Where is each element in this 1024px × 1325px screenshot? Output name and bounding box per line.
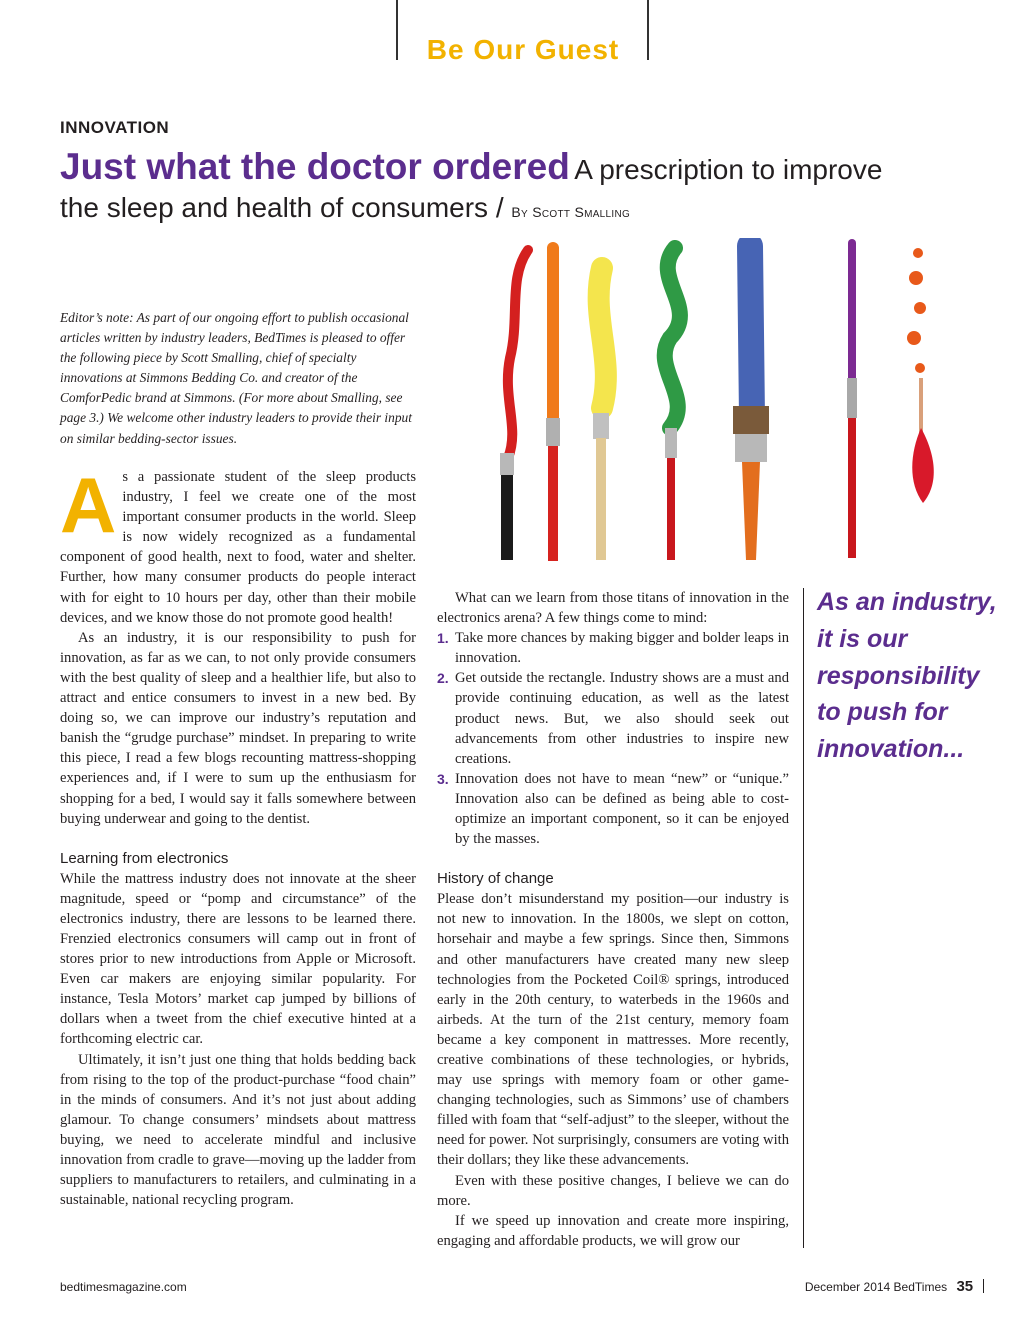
subhead-history-of-change: History of change: [437, 870, 554, 888]
header-divider-left: [396, 0, 398, 60]
body-paragraph: s a passionate student of the sleep products industry, I feel we create one of the most important consumer products in the world. Sleep is now widely recognized as a fundamental component of good health, next to food, water and shelter. Further, how many consumer products do people interact with for eight to 10 hours per day, other than their mobile devices, and we know those do not promote good health!: [60, 469, 416, 626]
list-number: 1.: [437, 630, 449, 647]
drop-cap: A: [60, 461, 117, 549]
list-item: [437, 668, 789, 768]
section-banner: Be Our Guest: [426, 34, 620, 65]
list-number: 3.: [437, 770, 449, 787]
body-column-1: [60, 461, 416, 1210]
headline-line-1: [60, 146, 882, 188]
lessons-list: [437, 628, 789, 849]
deck-part-2: the sleep and health of consumers /: [60, 192, 504, 223]
paintbrushes-icon: [500, 243, 934, 561]
body-paragraph: What can we learn from those titans of innovation in the electronics arena? A few things come to mind:: [437, 590, 789, 627]
body-paragraph: As an industry, it is our responsibility to push for innovation, as far as we can, to not only provide consumers with the best quality of sleep and a healthier life, but also to attract and entice consumers to invest in a new bed. By doing so, we can improve our industry’s reputation and banish the “grudge purchase” mindset. In preparing to write this piece, I read a few blogs recounting mattress-shopping experiences and, if I were to sum up the enthusiasm for shopping for a bed, I would say it falls somewhere between buying underwear and going to the dentist.: [60, 629, 416, 827]
body-paragraph: While the mattress industry does not innovate at the sheer magnitude, speed or “pomp and circumstance” of the electronics industry, there are lessons to be learned there. Frenzied electronics consumers will camp out in front of stores prior to new introductions from Apple or Microsoft. Even car makers are enjoying similar popularity. For instance, Tesla Motors’ market cap jumped by billions of dollars when a tweet from the chief executive hinted at a forthcoming electric car.: [60, 870, 416, 1048]
list-text: Take more chances by making bigger and bolder leaps in innovation.: [455, 630, 789, 667]
subhead-learning-from-electronics: Learning from electronics: [60, 849, 229, 867]
deck-part-1: A prescription to improve: [574, 154, 883, 185]
header-divider-right: [647, 0, 649, 60]
body-paragraph: Ultimately, it isn’t just one thing that holds bedding back from rising to the top of the product-purchase “food chain” in the minds of consumers. And it’s not just about adding glamour. To change consumers’ mindsets about mattress buying, we need to accelerate mindful and inclusive innovation from cradle to grave—moving up the ladder from suppliers to manufacturers to retailers, and culminating in a sustainable, national recycling program.: [60, 1051, 416, 1209]
body-paragraph: Please don’t misunderstand my position—our industry is not new to innovation. In the 1800s, we slept on cotton, horsehair and maybe a few springs. Since then, Simmons and other manufacturers have created many new sleep technologies from the Pocketed Coil® springs, introduced early in the 20th century, to waterbeds in the 1960s and airbeds. At the turn of the 21st century, memory foam became a key component in mattresses. More recently, creative combinations of these technologies, or hybrids, may use springs with memory foam or other game-changing technologies, such as Simmons’ use of chambers filled with foam that “self-adjust” to the sleeper, without the need for power. Not surprisingly, consumers are voting with their dollars; they like these advancements.: [437, 891, 789, 1169]
footer-website: bedtimesmagazine.com: [60, 1280, 187, 1294]
list-item: [437, 628, 789, 668]
list-number: 2.: [437, 670, 449, 687]
footer-issue-info: [805, 1278, 984, 1295]
list-text: Get outside the rectangle. Industry shows are a must and provide continuing education, as well as the latest product news. But, we also should seek out advancements from other industries to inspire new creations.: [455, 670, 789, 767]
body-paragraph: Even with these positive changes, I believe we can do more.: [437, 1172, 789, 1209]
list-item: [437, 769, 789, 849]
list-text: Innovation does not have to mean “new” or “unique.” Innovation also can be defined as being able to cost-optimize an important component, so it can be enjoyed by the masses.: [455, 770, 789, 848]
page-number: 35: [956, 1278, 974, 1295]
pull-quote: As an industry, it is our responsibility to push for innovation...: [817, 588, 997, 764]
body-column-2: [437, 588, 789, 1251]
byline: By Scott Smalling: [511, 204, 631, 220]
category-label: INNOVATION: [60, 118, 170, 137]
body-paragraph: If we speed up innovation and create more inspiring, engaging and affordable products, we will grow our: [437, 1212, 789, 1249]
footer-issue: December 2014 BedTimes: [804, 1280, 948, 1294]
footer-rule: [983, 1279, 985, 1293]
headline: Just what the doctor ordered: [60, 146, 570, 187]
pull-quote-divider: [803, 588, 804, 1248]
paintbrushes-illustration: [490, 238, 960, 568]
editors-note: Editor’s note: As part of our ongoing effort to publish occasional articles written by industry leaders, BedTimes is pleased to offer the following piece by Scott Smalling, chief of specialty innovations at Simmons Bedding Co. and creator of the ComforPedic brand at Simmons. (For more about Smalling, see page 3.) We welcome other industry leaders to provide their input on similar bedding-sector issues.: [60, 310, 412, 446]
headline-line-2: [60, 192, 630, 224]
